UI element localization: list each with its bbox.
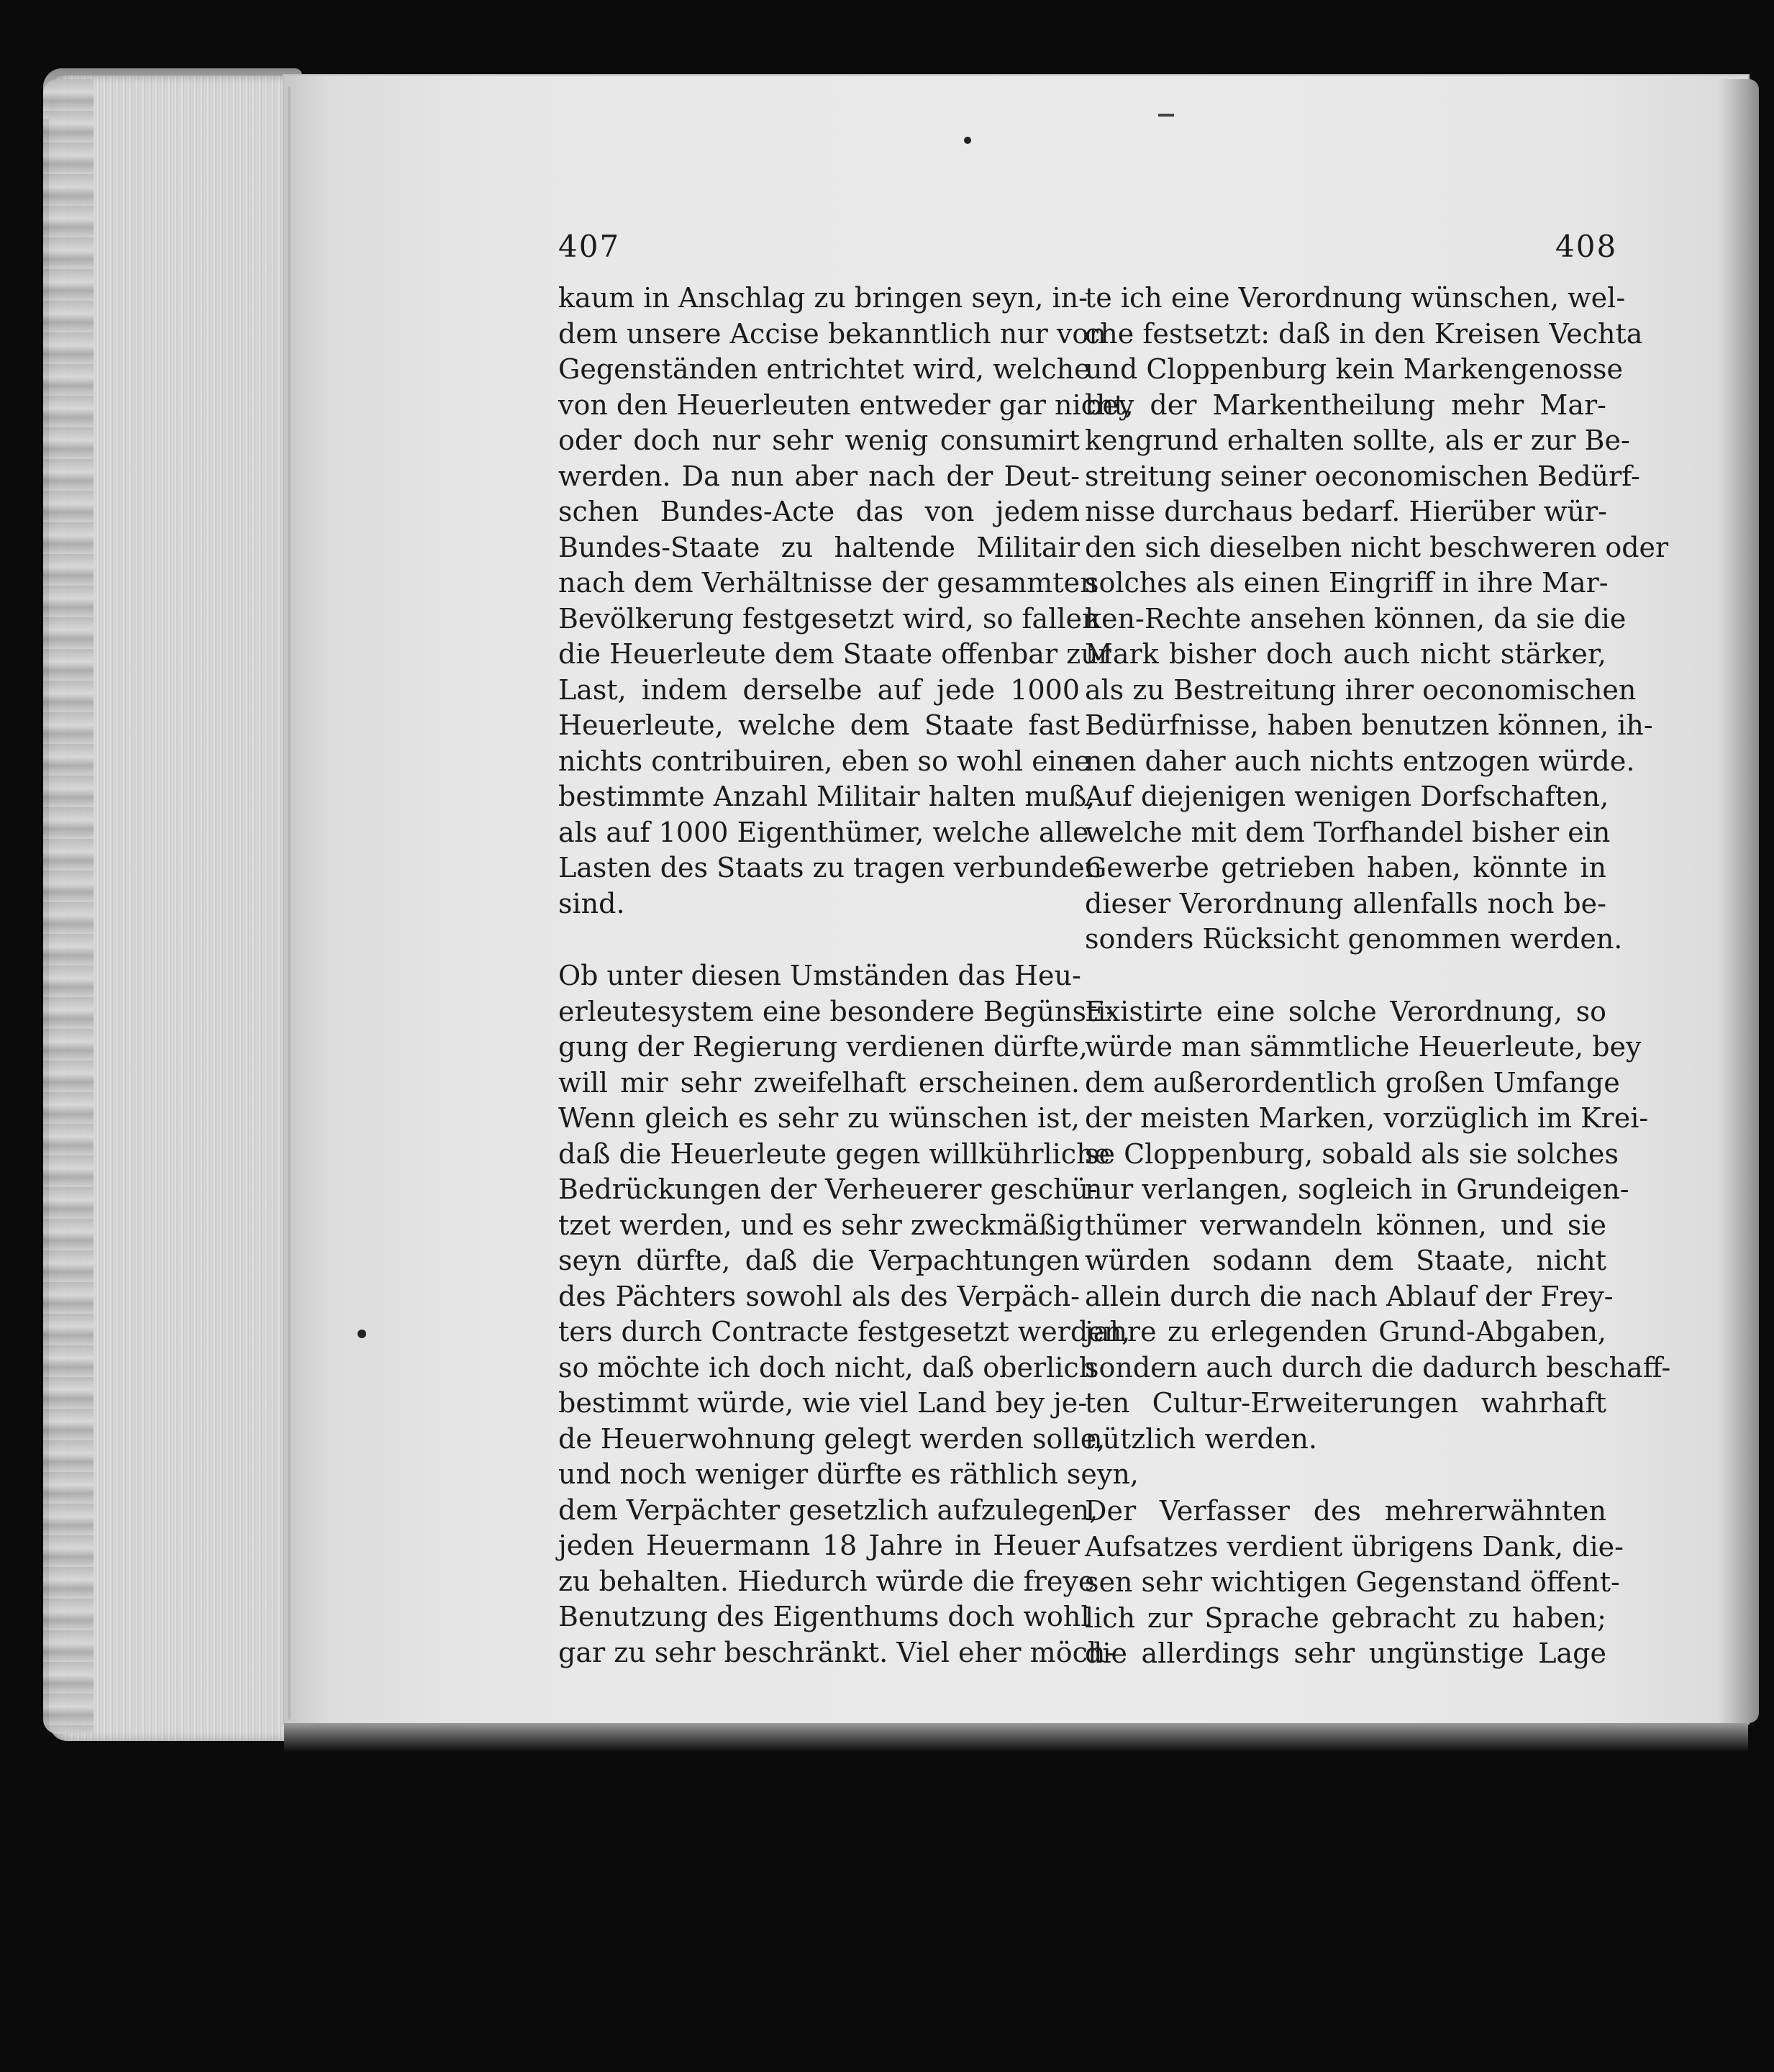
text-line: Gegenständen entrichtet wird, welche: [558, 353, 1091, 385]
text-line: kaum in Anschlag zu bringen seyn, in-: [558, 282, 1088, 314]
text-line: tzet werden, und es sehr zweckmäßig: [558, 1209, 1083, 1241]
text-line: als auf 1000 Eigenthümer, welche alle: [558, 816, 1089, 848]
text-line: Auf diejenigen wenigen Dorfschaften,: [1085, 781, 1609, 812]
text-line: kengrund erhalten sollte, als er zur Be-: [1085, 424, 1630, 456]
text-line: Der Verfasser des mehrerwähnten: [1085, 1495, 1606, 1527]
text-line: die Heuerleute dem Staate offenbar zur: [558, 638, 1111, 670]
text-line: Benutzung des Eigenthums doch wohl: [558, 1601, 1090, 1632]
text-line: Gewerbe getrieben haben, könnte in: [1085, 852, 1606, 883]
text-line: Bevölkerung festgesetzt wird, so fallen: [558, 602, 1100, 635]
text-line: ken-Rechte ansehen können, da sie die: [1085, 602, 1627, 635]
text-line: des Pächters sowohl als des Verpäch-: [558, 1280, 1080, 1312]
text-line: Lasten des Staats zu tragen verbunden: [558, 852, 1103, 883]
text-line: jahre zu erlegenden Grund-Abgaben,: [1085, 1316, 1606, 1348]
text-line: gung der Regierung verdienen dürfte,: [558, 1031, 1088, 1063]
text-line: Heuerleute, welche dem Staate fast: [558, 709, 1080, 741]
text-line: als zu Bestreitung ihrer oeconomischen: [1085, 673, 1637, 706]
text-line: nur verlangen, sogleich in Grundeigen-: [1085, 1173, 1629, 1205]
text-line: und Cloppenburg kein Markengenosse: [1085, 353, 1624, 385]
page-bottom-shadow: [284, 1723, 1748, 1752]
text-line: te ich eine Verordnung wünschen, wel-: [1085, 282, 1626, 314]
text-line: gar zu sehr beschränkt. Viel eher möch-: [558, 1636, 1115, 1668]
text-line: solches als einen Eingriff in ihre Mar-: [1085, 567, 1609, 599]
text-line: thümer verwandeln können, und sie: [1085, 1209, 1606, 1241]
text-line: ten Cultur-Erweiterungen wahrhaft: [1085, 1387, 1606, 1419]
text-line: dieser Verordnung allenfalls noch be-: [1085, 887, 1606, 919]
right-page-edge: [1719, 79, 1759, 1723]
text-line: seyn dürfte, daß die Verpachtungen: [558, 1245, 1080, 1276]
paragraph: [558, 281, 1134, 922]
text-line: werden. Da nun aber nach der Deut-: [558, 460, 1080, 492]
text-line: bestimmt würde, wie viel Land bey je-: [558, 1387, 1088, 1419]
text-line: Bedrückungen der Verheuerer geschü-: [558, 1173, 1098, 1205]
text-line: Mark bisher doch auch nicht stärker,: [1085, 638, 1606, 670]
text-line: sonders Rücksicht genommen werden.: [1085, 923, 1623, 955]
paragraph: [1085, 994, 1671, 1458]
text-line: und noch weniger dürfte es räthlich seyn,: [558, 1458, 1139, 1490]
text-line: erleutesystem eine besondere Begünsti-: [558, 995, 1116, 1027]
text-line: sen sehr wichtigen Gegenstand öffent-: [1085, 1566, 1620, 1598]
paragraph: [1085, 1494, 1624, 1672]
text-line: dem Verpächter gesetzlich aufzulegen,: [558, 1494, 1098, 1526]
text-line: che festsetzt: daß in den Kreisen Vechta: [1085, 317, 1643, 350]
text-line: von den Heuerleuten entweder gar nicht,: [558, 388, 1134, 421]
text-line: lich zur Sprache gebracht zu haben;: [1085, 1601, 1606, 1634]
text-line: Ob unter diesen Umständen das Heu-: [558, 960, 1081, 991]
text-line: se Cloppenburg, sobald als sie solches: [1085, 1137, 1619, 1170]
text-line: bey der Markentheilung mehr Mar-: [1085, 388, 1606, 421]
text-line: bestimmte Anzahl Militair halten muß,: [558, 781, 1096, 812]
text-line: den sich dieselben nicht beschweren oder: [1085, 531, 1669, 563]
text-line: sind.: [558, 887, 625, 919]
text-line: die allerdings sehr ungünstige Lage: [1085, 1637, 1606, 1669]
text-line: würden sodann dem Staate, nicht: [1085, 1245, 1606, 1276]
text-line: will mir sehr zweifelhaft erscheinen.: [558, 1066, 1080, 1099]
text-line: zu behalten. Hiedurch würde die freye: [558, 1565, 1095, 1597]
text-line: allein durch die nach Ablauf der Frey-: [1085, 1280, 1614, 1312]
paragraph: [558, 958, 1139, 1671]
text-line: streitung seiner oeconomischen Bedürf-: [1085, 460, 1640, 492]
ink-speck: [1158, 114, 1174, 117]
page-number-right: 408: [1555, 229, 1618, 264]
text-line: Existirte eine solche Verordnung, so: [1085, 995, 1606, 1027]
text-line: würde man sämmtliche Heuerleute, bey: [1085, 1031, 1642, 1063]
text-line: daß die Heuerleute gegen willkührliche: [558, 1137, 1111, 1170]
ink-speck: [358, 1330, 366, 1338]
text-line: nichts contribuiren, eben so wohl eine: [558, 745, 1091, 777]
text-line: nisse durchaus bedarf. Hierüber wür-: [1085, 496, 1607, 527]
text-line: Aufsatzes verdient übrigens Dank, die-: [1085, 1530, 1624, 1563]
text-line: dem außerordentlich großen Umfange: [1085, 1066, 1620, 1099]
text-column-left: [558, 281, 1139, 1707]
text-line: Bedürfnisse, haben benutzen können, ih-: [1085, 709, 1653, 741]
text-line: nützlich werden.: [1085, 1422, 1317, 1455]
text-line: so möchte ich doch nicht, daß oberlich: [558, 1351, 1097, 1383]
page-number-left: 407: [558, 229, 621, 264]
text-line: Bundes-Staate zu haltende Militair: [558, 531, 1080, 563]
text-line: jeden Heuermann 18 Jahre in Heuer: [558, 1530, 1080, 1561]
text-line: welche mit dem Torfhandel bisher ein: [1085, 816, 1611, 848]
text-line: ters durch Contracte festgesetzt werden,: [558, 1316, 1131, 1348]
text-line: nach dem Verhältnisse der gesammten: [558, 567, 1098, 599]
paragraph: [1085, 281, 1669, 958]
gutter-line: [288, 86, 291, 1719]
text-line: Last, indem derselbe auf jede 1000: [558, 673, 1080, 706]
torn-binding-edge: [43, 79, 94, 1734]
text-line: der meisten Marken, vorzüglich im Krei-: [1085, 1102, 1649, 1134]
text-line: nen daher auch nichts entzogen würde.: [1085, 745, 1635, 777]
text-line: sondern auch durch die dadurch beschaff-: [1085, 1351, 1671, 1383]
ink-speck: [964, 137, 971, 144]
text-column-right: [1085, 281, 1671, 1709]
text-line: Wenn gleich es sehr zu wünschen ist,: [558, 1102, 1080, 1134]
text-line: de Heuerwohnung gelegt werden solle,: [558, 1422, 1106, 1455]
text-line: schen Bundes-Acte das von jedem: [558, 496, 1080, 527]
text-line: dem unsere Accise bekanntlich nur von: [558, 317, 1106, 350]
text-line: oder doch nur sehr wenig consumirt: [558, 424, 1080, 456]
